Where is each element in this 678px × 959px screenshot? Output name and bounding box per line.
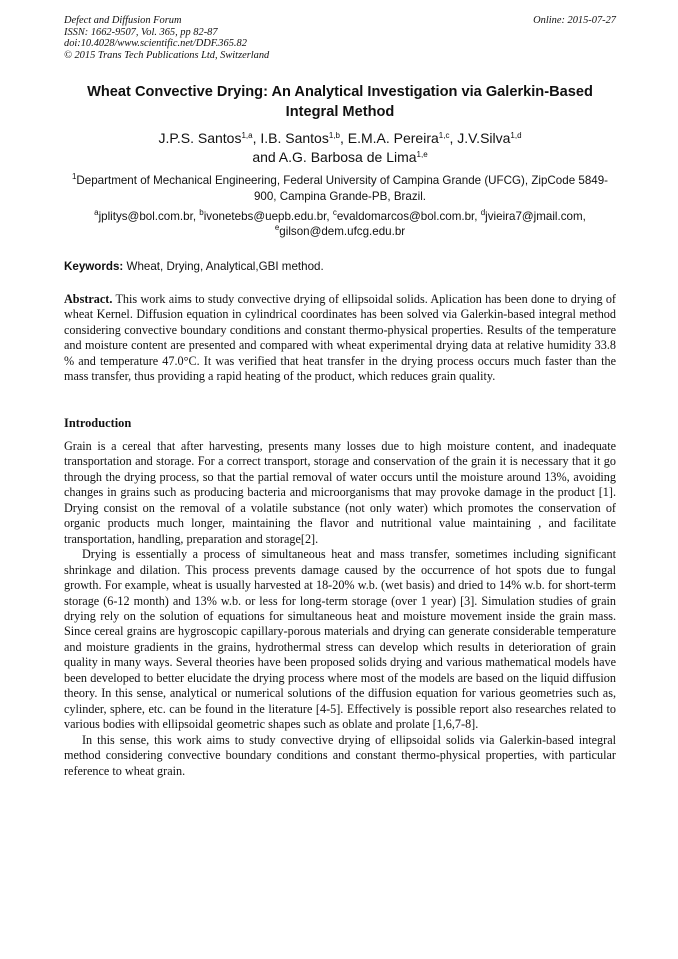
affiliation-mark: 1 (71, 172, 77, 181)
paper-title: Wheat Convective Drying: An Analytical Investigation via Galerkin-Based Integral Method (87, 84, 593, 120)
email-address[interactable]: jplitys@bol.com.br (98, 210, 193, 223)
email-address[interactable]: gilson@dem.ufcg.edu.br (279, 225, 406, 238)
author-separator: , (252, 130, 261, 146)
online-date: Online: 2015-07-27 (533, 15, 616, 26)
author-name: E.M.A. Pereira (347, 130, 439, 146)
author-name: J.V.Silva (457, 130, 511, 146)
abstract-label: Abstract. (64, 292, 113, 306)
email-address[interactable]: jvieira7@jmail.com (485, 210, 583, 223)
journal-name: Defect and Diffusion Forum (64, 15, 182, 26)
author-affiliation-mark: 1,a (241, 131, 253, 140)
body-paragraph: Grain is a cereal that after harvesting, presents many losses due to high moisture content, and inadequate transportation and storage. For a correct transport, storage and conservation of the grain it is necessary that it go through the drying process, so that the partial removal of water occurs until the moisture around 13%, avoiding changes in grains such as producing bacteria and microorganisms that may provoke damage in the product [1]. Drying consist on the removal of a volatile substance (not only water) which promotes the conservation of organic products much longer, maintaining the flavor and nutritional value maintaining , and facilitate transportation, handling, preparation and storage[2]. (64, 439, 616, 546)
author-affiliation-mark: 1,c (438, 131, 450, 140)
doi-link[interactable]: doi:10.4028/www.scientific.net/DDF.365.82 (64, 38, 247, 50)
author-conjunction: and (252, 149, 276, 165)
email-address[interactable]: evaldomarcos@bol.com.br (336, 210, 475, 223)
keywords-text: Wheat, Drying, Analytical,GBI method. (126, 260, 324, 273)
journal-issn: ISSN: 1662-9507, Vol. 365, pp 82-87 (64, 26, 218, 38)
keywords (64, 259, 616, 274)
author-affiliation-mark: 1,b (328, 131, 340, 140)
abstract (64, 292, 616, 384)
body-paragraph: In this sense, this work aims to study convective drying of ellipsoidal solids via Galerkin-based integral method considering convective boundary conditions and constant thermo-physical properties, with particular reference to wheat grain. (64, 732, 616, 778)
email-list: $^a$jplitys@bol.com.br, $^b$ivonetebs@uepb.edu.br, $^c$evaldomarcos@bol.com.br, $^d$jvieira7@jmail.com, $^e$gilson@dem.ufcg.edu.br (94, 208, 586, 238)
email-mark: c (332, 208, 337, 217)
email-mark: a (94, 208, 99, 217)
author-separator: , (339, 130, 348, 146)
author-name: A.G. Barbosa de Lima (278, 149, 417, 165)
email-mark: b (199, 208, 204, 217)
author-name: I.B. Santos (260, 130, 329, 146)
email-mark: d (480, 208, 486, 217)
keywords-label: Keywords: (64, 260, 124, 273)
author-separator: , (449, 130, 458, 146)
abstract-text: This work aims to study convective drying of ellipsoidal solids. Aplication has been done to drying of wheat Kernel. Diffusion equation in cylindrical coordinates has been solved via Galerkin-based integral method considering convective boundary conditions and constant thermo-physical properties. Results of the temperature and moisture content are presented and compared with wheat experimental drying data at relative humidity 33.8 % and temperature 47.0°C. It was verified that heat transfer in the drying process occurs much faster than the mass transfer, thus providing a rapid heating of the product, which reduces grain quality. (64, 292, 616, 384)
author-list (64, 129, 616, 167)
introduction-body (64, 439, 616, 779)
body-paragraph: Drying is essentially a process of simultaneous heat and mass transfer, sometimes including significant shrinkage and dilation. This process prevents damage caused by the occurrence of hot spots due to fungal growth. For example, wheat is usually harvested at 18-20% w.b. (wet basis) and dried to 14% w.b. for short-term storage (6-12 month) and 13% w.b. or less for long-term storage (over 1 year) [3]. Simulation studies of grain drying rely on the solution of equations for simultaneous heat and moisture movement inside the grain mass. Since cereal grains are hygroscopic capillary-porous materials and drying can generate considerable temperature and moisture gradients in the grains, hydrothermal stress can develop which results in deterioration of grain quality in many ways. Several theories have been proposed solids drying and various mathematical models have been developed to better elucidate the drying process where most of the models are based on the liquid diffusion theory. In this sense, analytical or numerical solutions of the diffusion equation for various geometries such as, cylinder, sphere, etc. can be found in the literature [4-5]. Effectively is possible report also researches related to various bodies with ellipsoidal geometric shapes such as oblate and prolate [1,6,7-8]. (64, 547, 616, 732)
affiliation-text: Department of Mechanical Engineering, Federal University of Campina Grande (UFCG), ZipCode 5849-900, Campina Grande-PB, Brazil. (76, 174, 609, 203)
introduction-heading: Introduction (64, 416, 132, 430)
author-affiliation-mark: 1,d (510, 131, 522, 140)
copyright-notice: © 2015 Trans Tech Publications Ltd, Switzerland (64, 49, 270, 61)
running-header (64, 15, 616, 61)
affiliation (64, 173, 616, 205)
email-address[interactable]: ivonetebs@uepb.edu.br (203, 210, 327, 223)
email-mark: e (274, 223, 280, 232)
author-affiliation-mark: 1,e (416, 150, 428, 159)
author-name: J.P.S. Santos (158, 130, 242, 146)
